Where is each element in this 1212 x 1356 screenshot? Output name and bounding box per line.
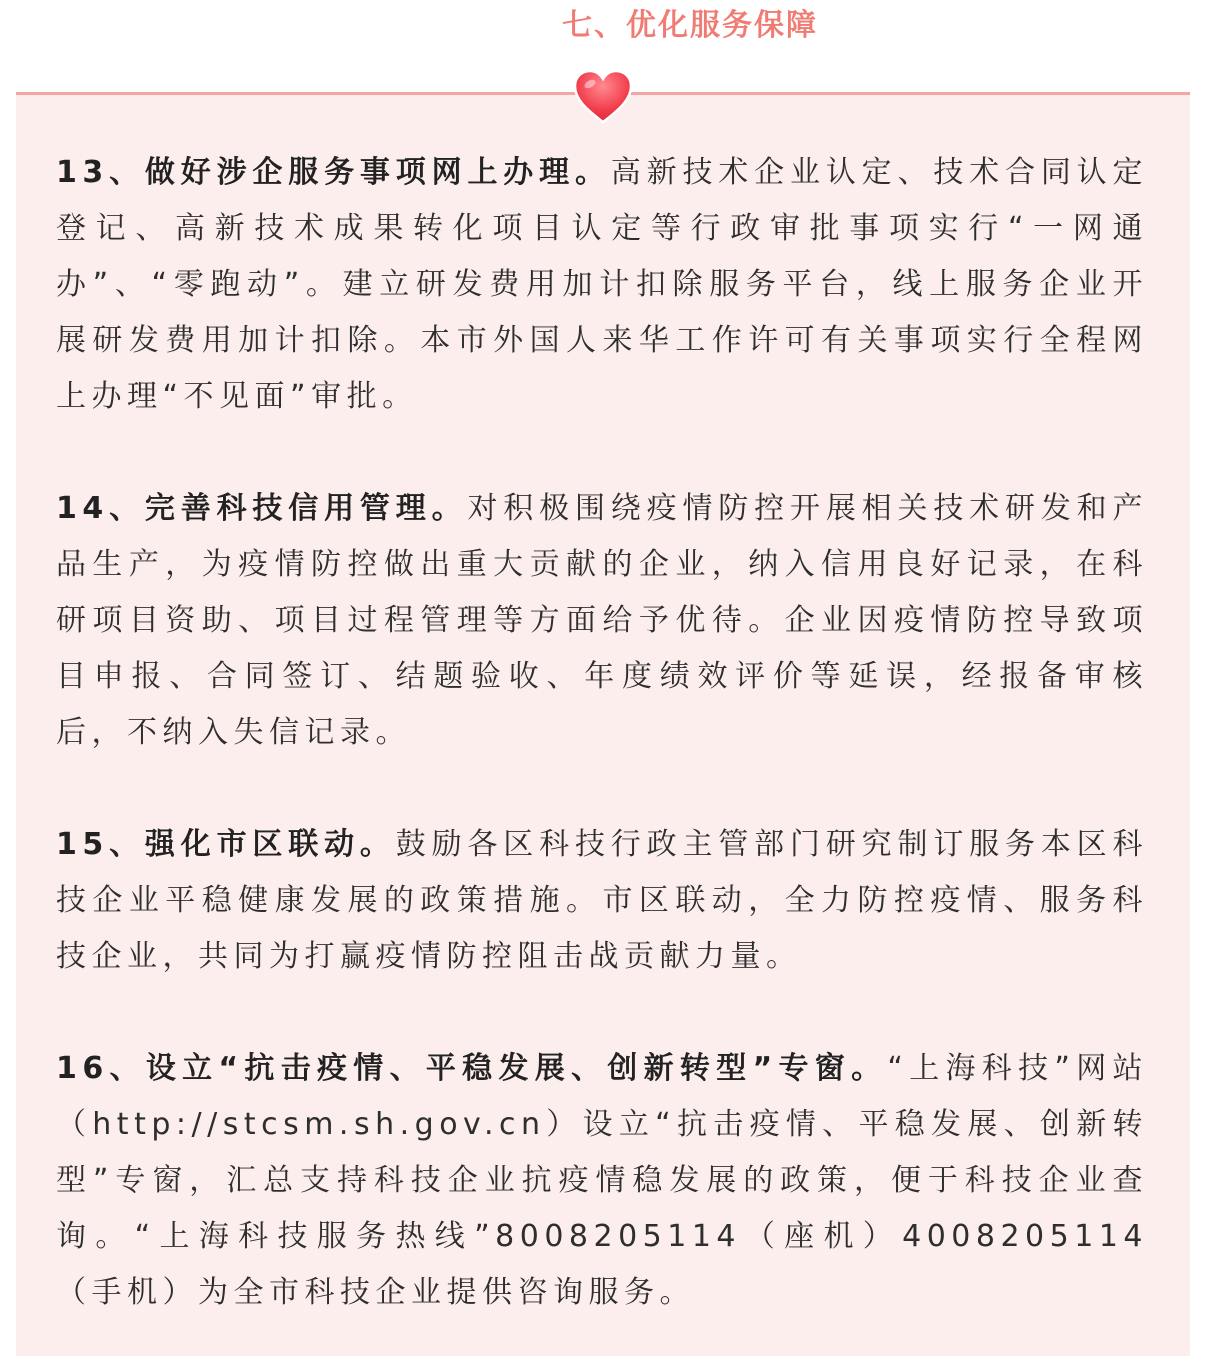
paragraph-14 <box>56 481 1148 761</box>
heart-icon-graphic <box>572 66 634 126</box>
heart-icon <box>572 66 634 126</box>
paragraph-lead: 15、强化市区联动。 <box>56 827 396 862</box>
paragraph-lead: 14、完善科技信用管理。 <box>56 491 468 526</box>
paragraph-lead: 13、做好涉企服务事项网上办理。 <box>56 155 611 190</box>
paragraph-15 <box>56 817 1148 985</box>
paragraph-lead: 16、设立“抗击疫情、平稳发展、创新转型”专窗。 <box>56 1051 888 1086</box>
paragraph-body: “上海科技”网站（http://stcsm.sh.gov.cn）设立“抗击疫情、平稳发展、创新转型”专窗，汇总支持科技企业抗疫情稳发展的政策，便于科技企业查询。“上海科技服务热线”8008205114（座机）4008205114（手机）为全市科技企业提供咨询服务。 <box>56 1051 1148 1310</box>
section-title: 七、优化服务保障 <box>562 8 818 43</box>
paragraph-body: 对积极围绕疫情防控开展相关技术研发和产品生产，为疫情防控做出重大贡献的企业，纳入信用良好记录，在科研项目资助、项目过程管理等方面给予优待。企业因疫情防控导致项目申报、合同签订、结题验收、年度绩效评价等延误，经报备审核后，不纳入失信记录。 <box>56 491 1149 750</box>
paragraph-body: 高新技术企业认定、技术合同认定登记、高新技术成果转化项目认定等行政审批事项实行“一网通办”、“零跑动”。建立研发费用加计扣除服务平台，线上服务企业开展研发费用加计扣除。本市外国人来华工作许可有关事项实行全程网上办理“不见面”审批。 <box>56 155 1149 414</box>
paragraph-body: 鼓励各区科技行政主管部门研究制订服务本区科技企业平稳健康发展的政策措施。市区联动，全力防控疫情、服务科技企业，共同为打赢疫情防控阻击战贡献力量。 <box>56 827 1149 974</box>
paragraph-13 <box>56 145 1148 425</box>
paragraph-16 <box>56 1041 1148 1321</box>
